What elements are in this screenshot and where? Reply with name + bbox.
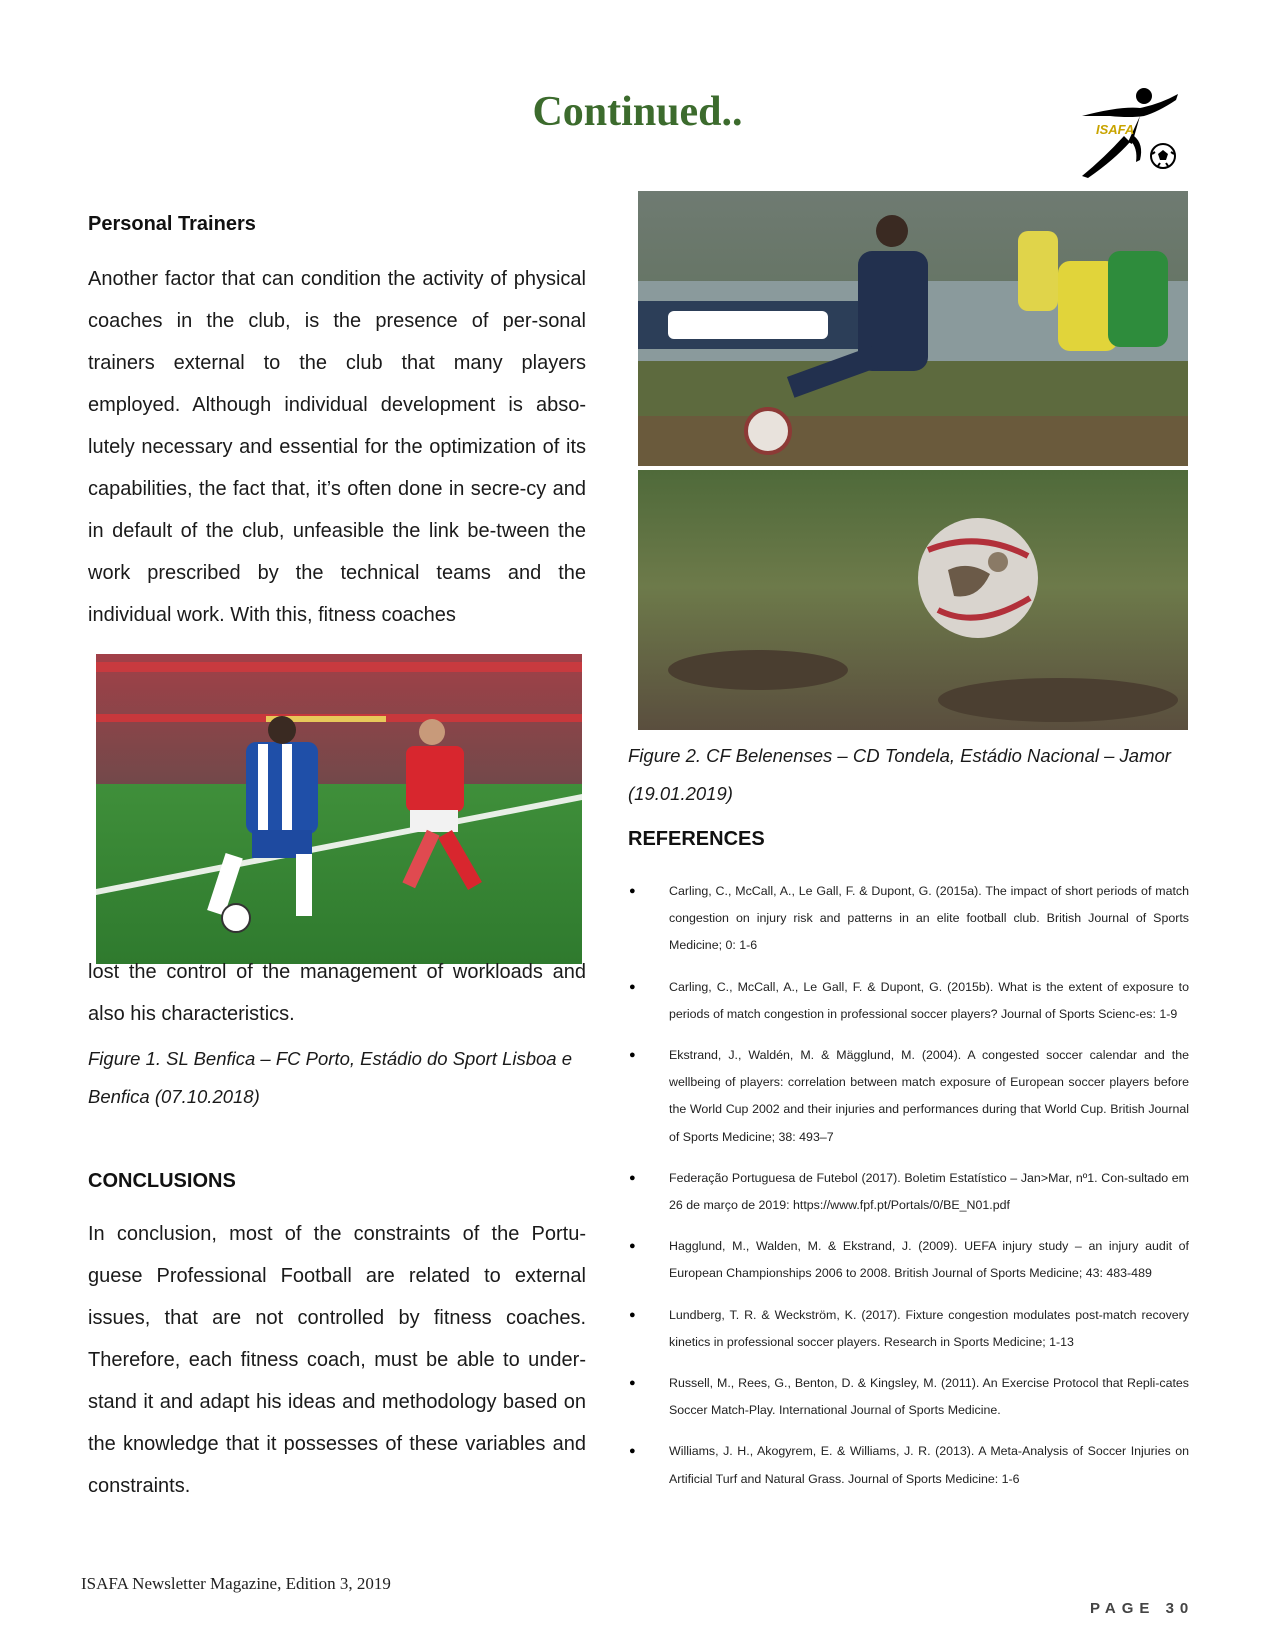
figure-2-caption: Figure 2. CF Belenenses – CD Tondela, Estádio Nacional – Jamor (19.01.2019) <box>628 745 1171 804</box>
personal-trainers-paragraph-2: lost the control of the management of workloads and also his characteristics. <box>88 961 586 1025</box>
conclusions-paragraph: In conclusion, most of the constraints of the Portu-guese Professional Football are related to external issues, that are not controlled by fitness coaches. Therefore, each fitness coach, must be able to under-stand it and adapt his ideas and methodology based on the knowledge that it possesses of these variables and constraints. <box>88 1223 586 1497</box>
reference-item: ● Carling, C., McCall, A., Le Gall, F. & Dupont, G. (2015b). What is the extent of exposure to periods of match congestion in professional soccer players? Journal of Sports Scienc-es: 1-9 <box>629 974 1189 1028</box>
figure-1-caption: Figure 1. SL Benfica – FC Porto, Estádio do Sport Lisboa e Benfica (07.10.2018) <box>88 1048 573 1107</box>
reference-item: ● Lundberg, T. R. & Weckström, K. (2017). Fixture congestion modulates post-match recovery kinetics in professional soccer players. Research in Sports Medicine; 1-13 <box>629 1302 1189 1356</box>
logo-text: ISAFA <box>1096 122 1135 137</box>
figure-2-photo-bottom <box>638 470 1188 730</box>
reference-item: ● Carling, C., McCall, A., Le Gall, F. & Dupont, G. (2015a). The impact of short periods of match congestion on injury risk and patterns in an elite football club. British Journal of Sports Medicine; 0: 1-6 <box>629 878 1189 960</box>
reference-item: ● Russell, M., Rees, G., Benton, D. & Kingsley, M. (2011). An Exercise Protocol that Repli-cates Soccer Match-Play. International Journal of Sports Medicine. <box>629 1370 1189 1424</box>
figure-1-photo <box>96 654 582 964</box>
page-number: PAGE 30 <box>1090 1600 1195 1617</box>
figure-2-photo-top <box>638 191 1188 466</box>
page-title: Continued.. <box>532 89 743 135</box>
reference-item: ● Williams, J. H., Akogyrem, E. & Williams, J. R. (2013). A Meta-Analysis of Soccer Injuries on Artificial Turf and Natural Grass. Journal of Sports Medicine: 1-6 <box>629 1438 1189 1492</box>
isafa-logo <box>1080 86 1180 182</box>
references-heading: REFERENCES <box>628 828 765 850</box>
footer-publication: ISAFA Newsletter Magazine, Edition 3, 2019 <box>81 1574 391 1593</box>
reference-item: ● Federação Portuguesa de Futebol (2017). Boletim Estatístico – Jan>Mar, nº1. Con-sultado em 26 de março de 2019: https://www.fpf.pt/Portals/0/BE_N01.pdf <box>629 1165 1189 1219</box>
reference-item: ● Ekstrand, J., Waldén, M. & Mägglund, M. (2004). A congested soccer calendar and the wellbeing of players: correlation between match exposure of European soccer players before the World Cup 2002 and their injuries and performances during that World Cup. British Journal of Sports Medicine; 38: 493–7 <box>629 1042 1189 1151</box>
personal-trainers-heading: Personal Trainers <box>88 213 256 235</box>
conclusions-heading: CONCLUSIONS <box>88 1170 236 1192</box>
personal-trainers-paragraph-1: Another factor that can condition the activity of physical coaches in the club, is the presence of per-sonal trainers external to the club that many players employed. Although individual development is abso-lutely necessary and essential for the optimization of its capabilities, the fact that, it’s often done in secre-cy and in default of the club, unfeasible the link be-tween the work prescribed by the technical teams and the individual work. With this, fitness coaches <box>88 268 586 626</box>
references-list <box>629 878 1189 1493</box>
reference-item: ● Hagglund, M., Walden, M. & Ekstrand, J. (2009). UEFA injury study – an injury audit of European Championships 2006 to 2008. British Journal of Sports Medicine; 43: 483-489 <box>629 1233 1189 1287</box>
